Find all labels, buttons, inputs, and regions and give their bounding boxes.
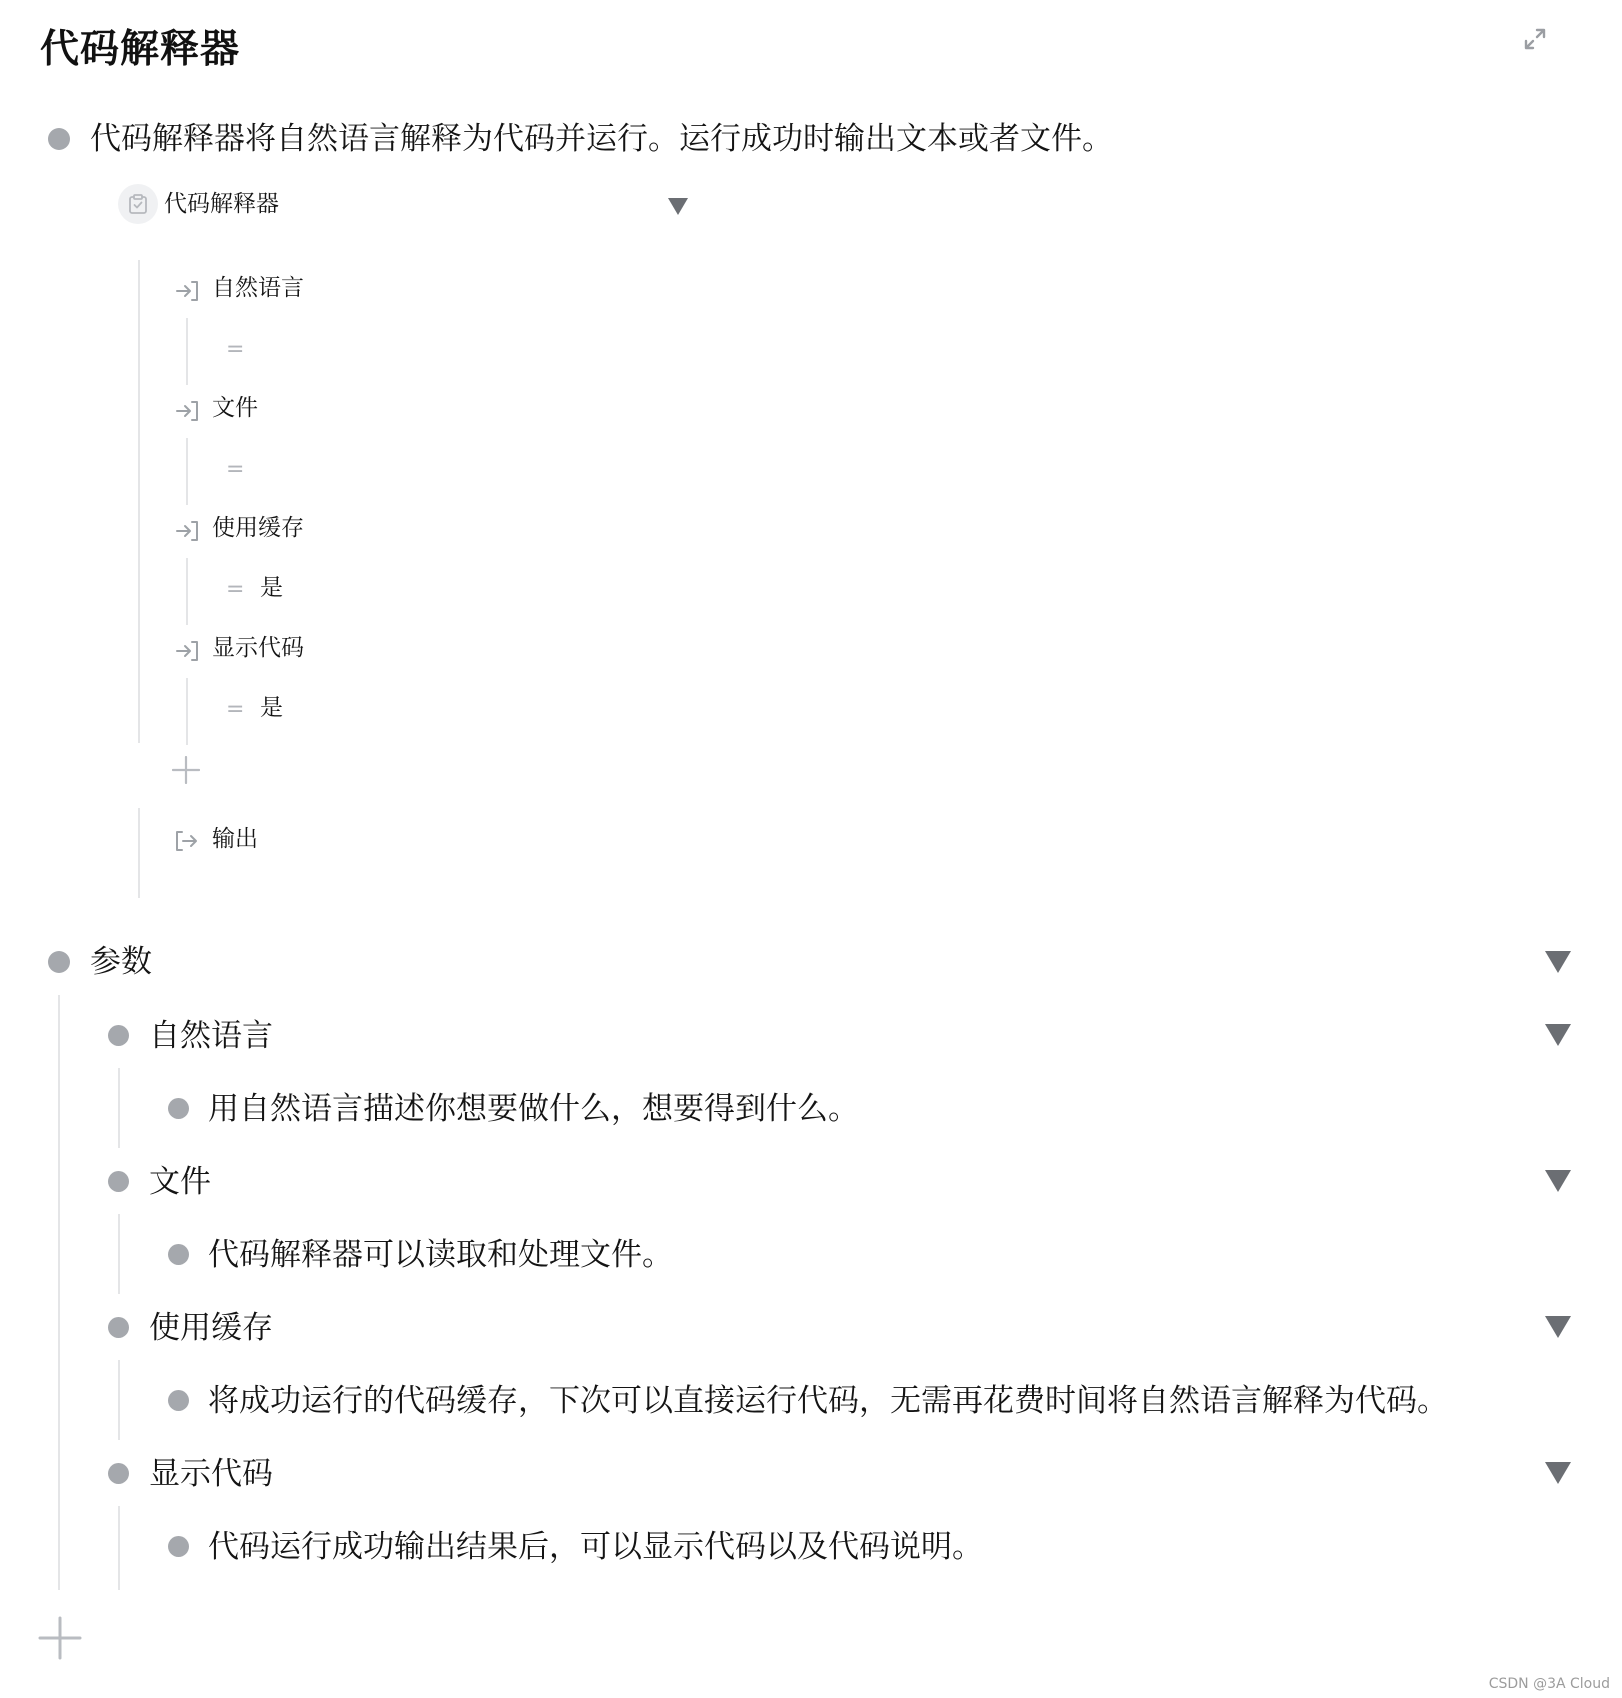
watermark: CSDN @3A Cloud — [1488, 1676, 1610, 1692]
bullet-dot[interactable] — [48, 951, 70, 973]
param-desc-rail — [118, 1506, 120, 1590]
param-description: 将成功运行的代码缓存，下次可以直接运行代码，无需再花费时间将自然语言解释为代码。 — [208, 1383, 1448, 1419]
param-collapse-caret-icon[interactable] — [1545, 1316, 1571, 1338]
add-input-plus-icon[interactable] — [172, 756, 200, 784]
node-collapse-caret-icon[interactable] — [668, 198, 688, 215]
output-arrow-icon — [174, 828, 200, 854]
param-name: 使用缓存 — [149, 1310, 273, 1346]
input-arrow-icon — [174, 518, 200, 544]
param-description: 用自然语言描述你想要做什么，想要得到什么。 — [208, 1091, 859, 1127]
page-title: 代码解释器 — [40, 27, 241, 72]
expand-arrows-icon[interactable] — [1522, 26, 1548, 52]
bullet-dot[interactable] — [168, 1244, 189, 1265]
param-name: 自然语言 — [149, 1018, 273, 1054]
input-label[interactable]: 文件 — [212, 395, 258, 421]
params-collapse-caret-icon[interactable] — [1545, 951, 1571, 973]
input-label[interactable]: 使用缓存 — [212, 515, 304, 541]
param-collapse-caret-icon[interactable] — [1545, 1024, 1571, 1046]
param-name: 显示代码 — [149, 1456, 273, 1492]
param-collapse-caret-icon[interactable] — [1545, 1462, 1571, 1484]
input-value-rail — [186, 318, 188, 385]
input-label[interactable]: 显示代码 — [212, 635, 304, 661]
output-label[interactable]: 输出 — [212, 826, 258, 852]
bullet-dot[interactable] — [168, 1390, 189, 1411]
param-name: 文件 — [149, 1164, 211, 1200]
input-value[interactable]: 是 — [260, 575, 283, 601]
intro-description: 代码解释器将自然语言解释为代码并运行。运行成功时输出文本或者文件。 — [90, 121, 1113, 157]
param-description: 代码运行成功输出结果后，可以显示代码以及代码说明。 — [208, 1529, 983, 1565]
params-title: 参数 — [90, 944, 152, 980]
equals-sign: = — [226, 577, 245, 602]
param-description: 代码解释器可以读取和处理文件。 — [208, 1237, 673, 1273]
node-output-rail — [138, 808, 140, 898]
bullet-dot[interactable] — [108, 1463, 129, 1484]
bullet-dot[interactable] — [168, 1098, 189, 1119]
input-arrow-icon — [174, 638, 200, 664]
input-value[interactable]: 是 — [260, 695, 283, 721]
clipboard-check-icon — [126, 192, 150, 216]
bullet-dot[interactable] — [168, 1536, 189, 1557]
param-desc-rail — [118, 1360, 120, 1440]
param-desc-rail — [118, 1214, 120, 1294]
equals-sign: = — [226, 337, 245, 362]
param-desc-rail — [118, 1068, 120, 1148]
input-arrow-icon — [174, 398, 200, 424]
bullet-dot[interactable] — [108, 1025, 129, 1046]
input-value-rail — [186, 438, 188, 505]
equals-sign: = — [226, 697, 245, 722]
input-label[interactable]: 自然语言 — [212, 275, 304, 301]
node-inputs-rail — [138, 260, 140, 743]
node-name: 代码解释器 — [164, 191, 279, 217]
bullet-dot[interactable] — [48, 128, 70, 150]
param-collapse-caret-icon[interactable] — [1545, 1170, 1571, 1192]
bullet-dot[interactable] — [108, 1317, 129, 1338]
params-rail — [58, 995, 60, 1590]
input-value-rail — [186, 678, 188, 745]
input-value-rail — [186, 558, 188, 625]
add-block-plus-icon[interactable] — [38, 1616, 82, 1660]
bullet-dot[interactable] — [108, 1171, 129, 1192]
input-arrow-icon — [174, 278, 200, 304]
equals-sign: = — [226, 457, 245, 482]
node-icon-circle — [118, 184, 158, 224]
